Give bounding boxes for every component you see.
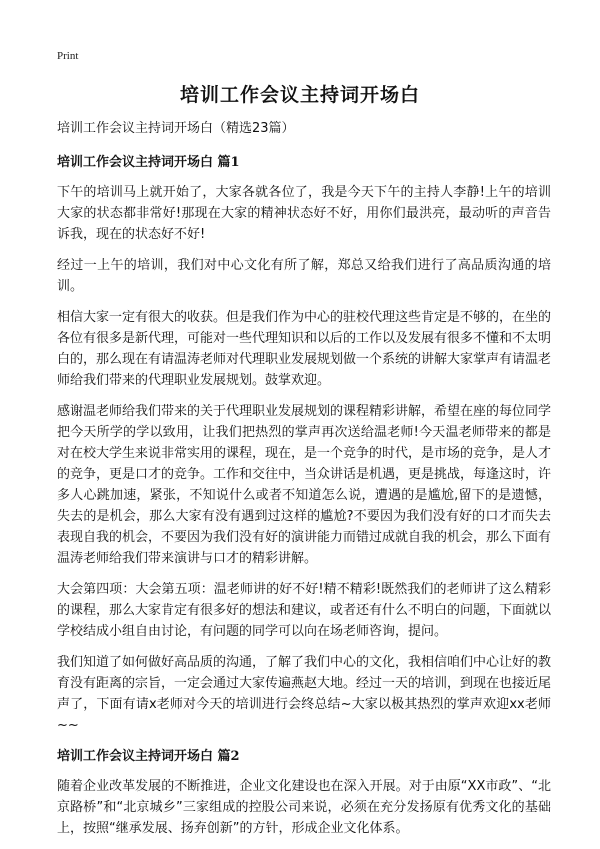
- paragraph: 大会第四项：大会第五项：温老师讲的好不好!精不精彩!既然我们的老师讲了这么精彩的课程，那么大家肯定有很多好的想法和建议，或者还有什么不明白的问题，下面就以学校结成小组自由讨论，有问题的同学可以向在场老师咨询，提问。: [57, 582, 552, 639]
- paragraph: 感谢温老师给我们带来的关于代理职业发展规划的课程精彩讲解，希望在座的每位同学把今天所学的学以致用，让我们把热烈的掌声再次送给温老师!今天温老师带来的都是对在校大学生来说非常实用的课程，现在，是一个竞争的时代，是市场的竞争，是人才的竞争，更是口才的竞争。工作和交往中，当众讲话是机遇，更是挑战，每逢这时，许多人心跳加速，紧张，不知说什么或者不知道怎么说，遭遇的是尴尬,留下的是遗憾，失去的是机会，那么大家有没有遇到过这样的尴尬?不要因为我们没有好的口才而失去表现自我的机会，不要因为我们没有好的演讲能力而错过成就自我的机会，那么下面有温涛老师给我们带来演讲与口才的精彩讲解。: [57, 404, 552, 566]
- paragraph: 我们知道了如何做好高品质的沟通，了解了我们中心的文化，我相信咱们中心让好的教育没有距离的宗旨，一定会通过大家传遍燕赵大地。经过一天的培训，到现在也接近尾声了，下面有请x老师对今天的培训进行会终总结~大家以极其热烈的掌声欢迎xx老师~~: [57, 655, 552, 733]
- document-subtitle: 培训工作会议主持词开场白（精选23篇）: [57, 121, 295, 136]
- paragraph: 下午的培训马上就开始了，大家各就各位了，我是今天下午的主持人李静!上午的培训大家的状态都非常好!那现在大家的精神状态好不好，用你们最洪亮，最动听的声音告诉我，现在的状态好不好!: [57, 185, 551, 242]
- print-label[interactable]: Print: [57, 50, 79, 62]
- paragraph: 经过一上午的培训，我们对中心文化有所了解，郑总又给我们进行了高品质沟通的培训。: [57, 258, 551, 294]
- section-heading-2: 培训工作会议主持词开场白 篇2: [57, 749, 240, 764]
- section-heading-1: 培训工作会议主持词开场白 篇1: [57, 155, 240, 170]
- document-body: [57, 118, 551, 849]
- paragraph: 相信大家一定有很大的收获。但是我们作为中心的驻校代理这些肯定是不够的，在坐的各位有很多是新代理，可能对一些代理知识和以后的工作以及发展有很多不懂和不太明白的，那么现在有请温涛老师对代理职业发展规划做一个系统的讲解大家掌声有请温老师给我们带来的代理职业发展规划。鼓掌欢迎。: [57, 310, 552, 388]
- page-title: 培训工作会议主持词开场白: [179, 84, 420, 106]
- paragraph: 随着企业改革发展的不断推进，企业文化建设也在深入开展。对于由原“XX市政”、“北京路桥”和“北京城乡”三家组成的控股公司来说，必须在充分发扬原有优秀文化的基础上，按照“继承发展、扬弃创新”的方针，形成企业文化体系。: [57, 779, 551, 836]
